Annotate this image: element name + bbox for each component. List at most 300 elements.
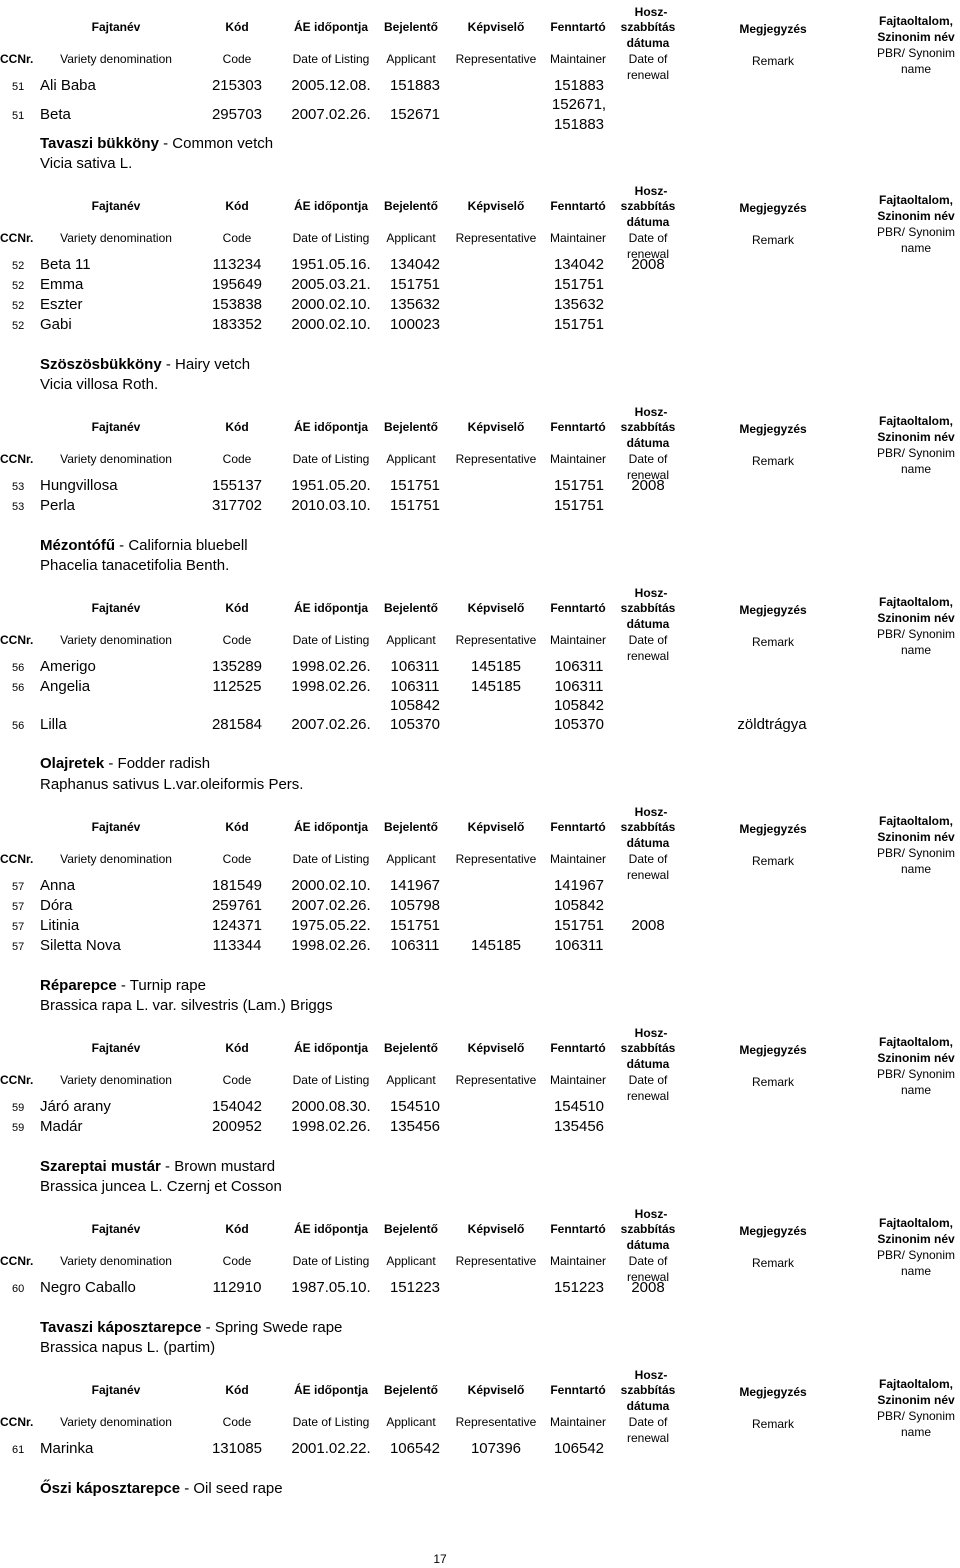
header-hosz-2: szabbítás — [620, 1222, 676, 1236]
row-maintainer: 105842 — [553, 897, 605, 914]
row-applicant: 154510 — [389, 1098, 441, 1115]
row-code: 112525 — [212, 678, 262, 695]
header-pbr-2: name — [900, 462, 932, 476]
row-applicant: 106311 — [390, 658, 440, 675]
row-applicant: 151883 — [389, 77, 441, 94]
section-scientific-name: Phacelia tanacetifolia Benth. — [40, 557, 230, 574]
row-applicant: 106311 — [390, 937, 440, 954]
header-fajtaoltalom-1: Fajtaoltalom, — [878, 814, 954, 828]
row-maintainer: 151883 — [553, 77, 605, 94]
row-ccnr: 52 — [12, 320, 25, 332]
header-applicant: Applicant — [386, 1415, 436, 1429]
row-code: 281584 — [211, 716, 263, 733]
header-bejelento: Bejelentő — [383, 601, 439, 615]
header-megjegyzes: Megjegyzés — [739, 422, 807, 436]
row-code: 181549 — [211, 877, 263, 894]
header-ccnr: CCNr. — [0, 231, 34, 245]
section-scientific-name: Brassica juncea L. Czernj et Cosson — [40, 1178, 282, 1195]
row-maintainer: 106542 — [553, 1440, 605, 1457]
row-variety-name: Gabi — [40, 316, 72, 333]
header-renewal-2: renewal — [626, 68, 670, 82]
section-title — [40, 756, 210, 771]
header-megjegyzes: Megjegyzés — [739, 822, 807, 836]
row-variety-name: Marinka — [40, 1440, 94, 1457]
section-title-hungarian: Szöszösbükköny — [40, 356, 162, 373]
row-applicant: 106542 — [389, 1440, 441, 1457]
header-fajtaoltalom-1: Fajtaoltalom, — [878, 1035, 954, 1049]
section-scientific-name: Vicia sativa L. — [40, 155, 133, 172]
row-ccnr: 61 — [12, 1444, 25, 1456]
row-maintainer: 154510 — [553, 1098, 605, 1115]
header-ae-idopontja: ÁE időpontja — [294, 1041, 368, 1055]
header-hosz-3: dátuma — [626, 436, 670, 450]
row-listing-date: 2005.03.21. — [291, 276, 371, 293]
row-ccnr: 59 — [12, 1102, 25, 1114]
row-ccnr: 60 — [12, 1283, 25, 1295]
row-maintainer-extra: 152671, — [551, 96, 607, 113]
header-code: Code — [222, 452, 252, 466]
row-code: 124371 — [211, 917, 263, 934]
header-hosz-3: dátuma — [626, 617, 670, 631]
header-hosz-1: Hosz- — [634, 1368, 668, 1382]
row-maintainer: 106311 — [554, 937, 604, 954]
header-renewal-2: renewal — [626, 1089, 670, 1103]
header-fajtaoltalom-2: Szinonim név — [877, 1232, 955, 1246]
header-renewal-1: Date of — [628, 1415, 668, 1429]
header-applicant: Applicant — [386, 852, 436, 866]
row-ccnr: 53 — [12, 481, 25, 493]
row-maintainer: 151751 — [553, 316, 605, 333]
row-remark: zöldtrágya — [737, 716, 807, 733]
header-ccnr: CCNr. — [0, 1415, 34, 1429]
header-fajtanev: Fajtanév — [91, 1383, 141, 1397]
header-variety: Variety denomination — [60, 852, 172, 866]
header-bejelento: Bejelentő — [383, 1041, 439, 1055]
row-listing-date: 1998.02.26. — [291, 937, 371, 954]
header-renewal-1: Date of — [628, 852, 668, 866]
header-listing: Date of Listing — [292, 1254, 370, 1268]
header-kepviselo: Képviselő — [467, 601, 525, 615]
row-code: 259761 — [211, 897, 263, 914]
row-variety-name: Beta 11 — [40, 256, 91, 273]
row-listing-date: 2010.03.10. — [291, 497, 371, 514]
row-renewal: 2008 — [631, 477, 665, 494]
row-code: 155137 — [211, 477, 263, 494]
row-applicant: 105370 — [389, 716, 441, 733]
row-ccnr: 51 — [12, 81, 25, 93]
header-kepviselo: Képviselő — [467, 1222, 525, 1236]
row-ccnr: 56 — [12, 682, 25, 694]
header-ae-idopontja: ÁE időpontja — [294, 1222, 368, 1236]
page-number: 17 — [433, 1552, 447, 1566]
header-applicant: Applicant — [386, 633, 436, 647]
header-fajtaoltalom-1: Fajtaoltalom, — [878, 1377, 954, 1391]
header-hosz-1: Hosz- — [634, 5, 668, 19]
header-pbr-2: name — [900, 241, 932, 255]
header-kepviselo: Képviselő — [467, 199, 525, 213]
section-title — [40, 538, 248, 553]
header-kod: Kód — [225, 820, 249, 834]
header-fajtaoltalom-1: Fajtaoltalom, — [878, 595, 954, 609]
header-fenntarto: Fenntartó — [550, 601, 606, 615]
header-kod: Kód — [225, 20, 249, 34]
section-title-english: - Fodder radish — [104, 755, 211, 772]
header-fenntarto: Fenntartó — [550, 1222, 606, 1236]
header-fajtaoltalom-1: Fajtaoltalom, — [878, 193, 954, 207]
header-pbr-2: name — [900, 862, 932, 876]
section-scientific-name: Raphanus sativus L.var.oleiformis Pers. — [40, 776, 304, 793]
header-ccnr: CCNr. — [0, 452, 34, 466]
row-listing-date: 1987.05.10. — [291, 1279, 371, 1296]
header-code: Code — [222, 1415, 252, 1429]
header-applicant: Applicant — [386, 52, 436, 66]
header-renewal-1: Date of — [628, 633, 668, 647]
row-variety-name: Negro Caballo — [40, 1279, 136, 1296]
section-scientific-name: Brassica rapa L. var. silvestris (Lam.) Briggs — [40, 997, 333, 1014]
row-maintainer-extra: 151883 — [553, 116, 605, 133]
row-applicant: 151223 — [389, 1279, 441, 1296]
header-bejelento: Bejelentő — [383, 1222, 439, 1236]
row-code: 131085 — [211, 1440, 263, 1457]
header-hosz-2: szabbítás — [620, 20, 676, 34]
row-variety-name: Eszter — [40, 296, 83, 313]
header-maintainer: Maintainer — [549, 633, 607, 647]
header-pbr-1: PBR/ Synonim — [876, 225, 956, 239]
row-listing-date: 1998.02.26. — [291, 678, 371, 695]
row-variety-name: Amerigo — [40, 658, 96, 675]
row-applicant: 151751 — [389, 276, 441, 293]
header-pbr-1: PBR/ Synonim — [876, 846, 956, 860]
header-listing: Date of Listing — [292, 1073, 370, 1087]
header-renewal-2: renewal — [626, 1270, 670, 1284]
header-listing: Date of Listing — [292, 231, 370, 245]
header-representative: Representative — [455, 1254, 537, 1268]
header-hosz-3: dátuma — [626, 1057, 670, 1071]
header-fajtaoltalom-2: Szinonim név — [877, 830, 955, 844]
header-kod: Kód — [225, 199, 249, 213]
header-remark: Remark — [751, 1256, 795, 1270]
row-variety-name: Beta — [40, 106, 71, 123]
row-listing-date: 2005.12.08. — [291, 77, 371, 94]
row-applicant: 134042 — [389, 256, 441, 273]
row-applicant: 100023 — [389, 316, 441, 333]
header-maintainer: Maintainer — [549, 452, 607, 466]
header-pbr-1: PBR/ Synonim — [876, 46, 956, 60]
row-code: 317702 — [211, 497, 263, 514]
header-maintainer: Maintainer — [549, 1254, 607, 1268]
header-code: Code — [222, 633, 252, 647]
header-code: Code — [222, 1254, 252, 1268]
row-listing-date: 2000.08.30. — [291, 1098, 371, 1115]
header-renewal-2: renewal — [626, 868, 670, 882]
row-listing-date: 2007.02.26. — [291, 106, 371, 123]
row-listing-date: 1951.05.16. — [291, 256, 371, 273]
row-ccnr: 53 — [12, 501, 25, 513]
header-pbr-2: name — [900, 62, 932, 76]
row-code: 135289 — [211, 658, 263, 675]
row-code: 295703 — [211, 106, 263, 123]
row-ccnr: 52 — [12, 300, 25, 312]
header-fajtaoltalom-2: Szinonim név — [877, 30, 955, 44]
header-variety: Variety denomination — [60, 52, 172, 66]
header-representative: Representative — [455, 452, 537, 466]
header-hosz-3: dátuma — [626, 1399, 670, 1413]
row-code: 200952 — [211, 1118, 263, 1135]
header-fajtanev: Fajtanév — [91, 420, 141, 434]
header-bejelento: Bejelentő — [383, 199, 439, 213]
row-variety-name: Anna — [40, 877, 76, 894]
row-variety-name: Ali Baba — [40, 77, 96, 94]
header-maintainer: Maintainer — [549, 52, 607, 66]
header-listing: Date of Listing — [292, 633, 370, 647]
row-listing-date: 2001.02.22. — [291, 1440, 371, 1457]
header-renewal-1: Date of — [628, 1073, 668, 1087]
header-hosz-1: Hosz- — [634, 1207, 668, 1221]
row-representative: 145185 — [470, 678, 522, 695]
header-ae-idopontja: ÁE időpontja — [294, 20, 368, 34]
row-listing-date: 1951.05.20. — [291, 477, 371, 494]
header-applicant: Applicant — [386, 1073, 436, 1087]
row-variety-name: Siletta Nova — [40, 937, 121, 954]
row-variety-name: Madár — [40, 1118, 83, 1135]
header-maintainer: Maintainer — [549, 231, 607, 245]
header-representative: Representative — [455, 1073, 537, 1087]
row-representative: 145185 — [470, 658, 522, 675]
header-renewal-2: renewal — [626, 649, 670, 663]
header-ae-idopontja: ÁE időpontja — [294, 420, 368, 434]
header-bejelento: Bejelentő — [383, 820, 439, 834]
row-applicant: 152671 — [389, 106, 441, 123]
header-hosz-3: dátuma — [626, 36, 670, 50]
row-ccnr: 57 — [12, 881, 25, 893]
header-kepviselo: Képviselő — [467, 1041, 525, 1055]
row-ccnr: 57 — [12, 941, 25, 953]
section-title — [40, 136, 273, 151]
row-code: 113344 — [212, 937, 262, 954]
header-remark: Remark — [751, 635, 795, 649]
header-hosz-3: dátuma — [626, 215, 670, 229]
header-megjegyzes: Megjegyzés — [739, 22, 807, 36]
section-title-english: - California bluebell — [114, 537, 248, 554]
header-ccnr: CCNr. — [0, 1073, 34, 1087]
header-remark: Remark — [751, 1417, 795, 1431]
header-bejelento: Bejelentő — [383, 20, 439, 34]
header-listing: Date of Listing — [292, 52, 370, 66]
row-renewal: 2008 — [631, 256, 665, 273]
header-hosz-1: Hosz- — [634, 1026, 668, 1040]
header-code: Code — [222, 52, 252, 66]
row-maintainer: 135456 — [553, 1118, 605, 1135]
header-representative: Representative — [455, 633, 537, 647]
row-maintainer: 151223 — [553, 1279, 605, 1296]
row-listing-date: 2000.02.10. — [291, 296, 371, 313]
row-renewal: 2008 — [631, 1279, 665, 1296]
row-variety-name: Dóra — [40, 897, 73, 914]
row-variety-name: Lilla — [40, 716, 67, 733]
row-listing-date: 2007.02.26. — [291, 716, 371, 733]
header-pbr-1: PBR/ Synonim — [876, 446, 956, 460]
header-variety: Variety denomination — [60, 1415, 172, 1429]
header-fajtanev: Fajtanév — [91, 20, 141, 34]
header-fenntarto: Fenntartó — [550, 20, 606, 34]
row-listing-date: 2000.02.10. — [291, 316, 371, 333]
header-kod: Kód — [225, 1222, 249, 1236]
row-ccnr: 52 — [12, 280, 25, 292]
row-listing-date: 1975.05.22. — [291, 917, 371, 934]
header-pbr-1: PBR/ Synonim — [876, 627, 956, 641]
header-fajtaoltalom-2: Szinonim név — [877, 430, 955, 444]
header-applicant: Applicant — [386, 452, 436, 466]
section-title-english: - Common vetch — [158, 135, 274, 152]
section-title — [40, 357, 250, 372]
row-applicant: 151751 — [389, 497, 441, 514]
section-title-english: - Oil seed rape — [180, 1480, 283, 1497]
row-applicant: 151751 — [389, 477, 441, 494]
header-kepviselo: Képviselő — [467, 20, 525, 34]
section-title-english: - Spring Swede rape — [201, 1319, 343, 1336]
header-fajtanev: Fajtanév — [91, 601, 141, 615]
header-variety: Variety denomination — [60, 633, 172, 647]
row-listing-date: 1998.02.26. — [291, 1118, 371, 1135]
row-variety-name: Litinia — [40, 917, 80, 934]
header-pbr-2: name — [900, 643, 932, 657]
row-listing-date: 1998.02.26. — [291, 658, 371, 675]
header-variety: Variety denomination — [60, 1073, 172, 1087]
header-renewal-1: Date of — [628, 1254, 668, 1268]
row-applicant: 105798 — [389, 897, 441, 914]
row-ccnr: 56 — [12, 720, 25, 732]
header-kod: Kód — [225, 1041, 249, 1055]
header-megjegyzes: Megjegyzés — [739, 201, 807, 215]
row-ccnr: 51 — [12, 110, 25, 122]
row-applicant: 135456 — [389, 1118, 441, 1135]
header-code: Code — [222, 1073, 252, 1087]
row-maintainer: 105842 — [553, 697, 605, 714]
header-fenntarto: Fenntartó — [550, 820, 606, 834]
row-ccnr: 56 — [12, 662, 25, 674]
row-maintainer: 106311 — [554, 678, 604, 695]
row-listing-date: 2007.02.26. — [291, 897, 371, 914]
row-variety-name: Perla — [40, 497, 76, 514]
header-renewal-1: Date of — [628, 52, 668, 66]
header-ae-idopontja: ÁE időpontja — [294, 601, 368, 615]
header-hosz-3: dátuma — [626, 836, 670, 850]
header-megjegyzes: Megjegyzés — [739, 1043, 807, 1057]
header-kepviselo: Képviselő — [467, 420, 525, 434]
header-remark: Remark — [751, 454, 795, 468]
row-variety-name: Emma — [40, 276, 84, 293]
header-fajtanev: Fajtanév — [91, 1222, 141, 1236]
header-renewal-1: Date of — [628, 452, 668, 466]
header-pbr-2: name — [900, 1083, 932, 1097]
header-kod: Kód — [225, 420, 249, 434]
section-scientific-name: Brassica napus L. (partim) — [40, 1339, 216, 1356]
header-renewal-2: renewal — [626, 247, 670, 261]
row-maintainer: 134042 — [553, 256, 605, 273]
header-representative: Representative — [455, 852, 537, 866]
header-hosz-1: Hosz- — [634, 586, 668, 600]
header-fajtaoltalom-2: Szinonim név — [877, 611, 955, 625]
header-ae-idopontja: ÁE időpontja — [294, 199, 368, 213]
header-hosz-2: szabbítás — [620, 820, 676, 834]
header-kepviselo: Képviselő — [467, 1383, 525, 1397]
header-remark: Remark — [751, 54, 795, 68]
section-title-hungarian: Tavaszi bükköny — [40, 135, 159, 152]
section-title-english: - Hairy vetch — [161, 356, 251, 373]
row-applicant: 105842 — [389, 697, 441, 714]
header-maintainer: Maintainer — [549, 852, 607, 866]
section-title-hungarian: Szareptai mustár — [40, 1158, 161, 1175]
header-fajtanev: Fajtanév — [91, 820, 141, 834]
header-variety: Variety denomination — [60, 231, 172, 245]
header-pbr-2: name — [900, 1425, 932, 1439]
section-title-hungarian: Olajretek — [40, 755, 105, 772]
header-fajtaoltalom-2: Szinonim név — [877, 1393, 955, 1407]
row-code: 183352 — [211, 316, 263, 333]
section-title-english: - Brown mustard — [160, 1158, 276, 1175]
row-code: 195649 — [211, 276, 263, 293]
header-fajtaoltalom-1: Fajtaoltalom, — [878, 414, 954, 428]
section-title-hungarian: Mézontófű — [40, 537, 115, 554]
row-ccnr: 59 — [12, 1122, 25, 1134]
section-title — [40, 1320, 342, 1335]
section-title-hungarian: Tavaszi káposztarepce — [40, 1319, 202, 1336]
header-ae-idopontja: ÁE időpontja — [294, 1383, 368, 1397]
header-applicant: Applicant — [386, 231, 436, 245]
header-hosz-2: szabbítás — [620, 420, 676, 434]
header-fenntarto: Fenntartó — [550, 420, 606, 434]
header-bejelento: Bejelentő — [383, 1383, 439, 1397]
row-maintainer: 105370 — [553, 716, 605, 733]
row-code: 153838 — [211, 296, 263, 313]
header-megjegyzes: Megjegyzés — [739, 603, 807, 617]
header-megjegyzes: Megjegyzés — [739, 1385, 807, 1399]
section-title — [40, 1159, 275, 1174]
header-pbr-1: PBR/ Synonim — [876, 1067, 956, 1081]
header-representative: Representative — [455, 52, 537, 66]
section-title-english: - Turnip rape — [116, 977, 206, 994]
header-code: Code — [222, 231, 252, 245]
header-bejelento: Bejelentő — [383, 420, 439, 434]
row-ccnr: 57 — [12, 921, 25, 933]
header-pbr-1: PBR/ Synonim — [876, 1248, 956, 1262]
row-maintainer: 135632 — [553, 296, 605, 313]
header-maintainer: Maintainer — [549, 1073, 607, 1087]
header-fenntarto: Fenntartó — [550, 1383, 606, 1397]
row-code: 154042 — [211, 1098, 263, 1115]
section-scientific-name: Vicia villosa Roth. — [40, 376, 159, 393]
row-code: 112910 — [212, 1279, 262, 1296]
row-variety-name: Angelia — [40, 678, 91, 695]
row-code: 215303 — [211, 77, 263, 94]
header-fajtaoltalom-2: Szinonim név — [877, 1051, 955, 1065]
section-title-hungarian: Őszi káposztarepce — [40, 1480, 181, 1497]
header-fenntarto: Fenntartó — [550, 1041, 606, 1055]
header-variety: Variety denomination — [60, 1254, 172, 1268]
header-representative: Representative — [455, 1415, 537, 1429]
header-fajtaoltalom-1: Fajtaoltalom, — [878, 14, 954, 28]
header-renewal-1: Date of — [628, 231, 668, 245]
row-representative: 145185 — [470, 937, 522, 954]
header-ae-idopontja: ÁE időpontja — [294, 820, 368, 834]
header-hosz-1: Hosz- — [634, 805, 668, 819]
row-maintainer: 151751 — [553, 497, 605, 514]
header-hosz-2: szabbítás — [620, 601, 676, 615]
header-hosz-1: Hosz- — [634, 184, 668, 198]
header-ccnr: CCNr. — [0, 52, 34, 66]
header-megjegyzes: Megjegyzés — [739, 1224, 807, 1238]
header-remark: Remark — [751, 233, 795, 247]
